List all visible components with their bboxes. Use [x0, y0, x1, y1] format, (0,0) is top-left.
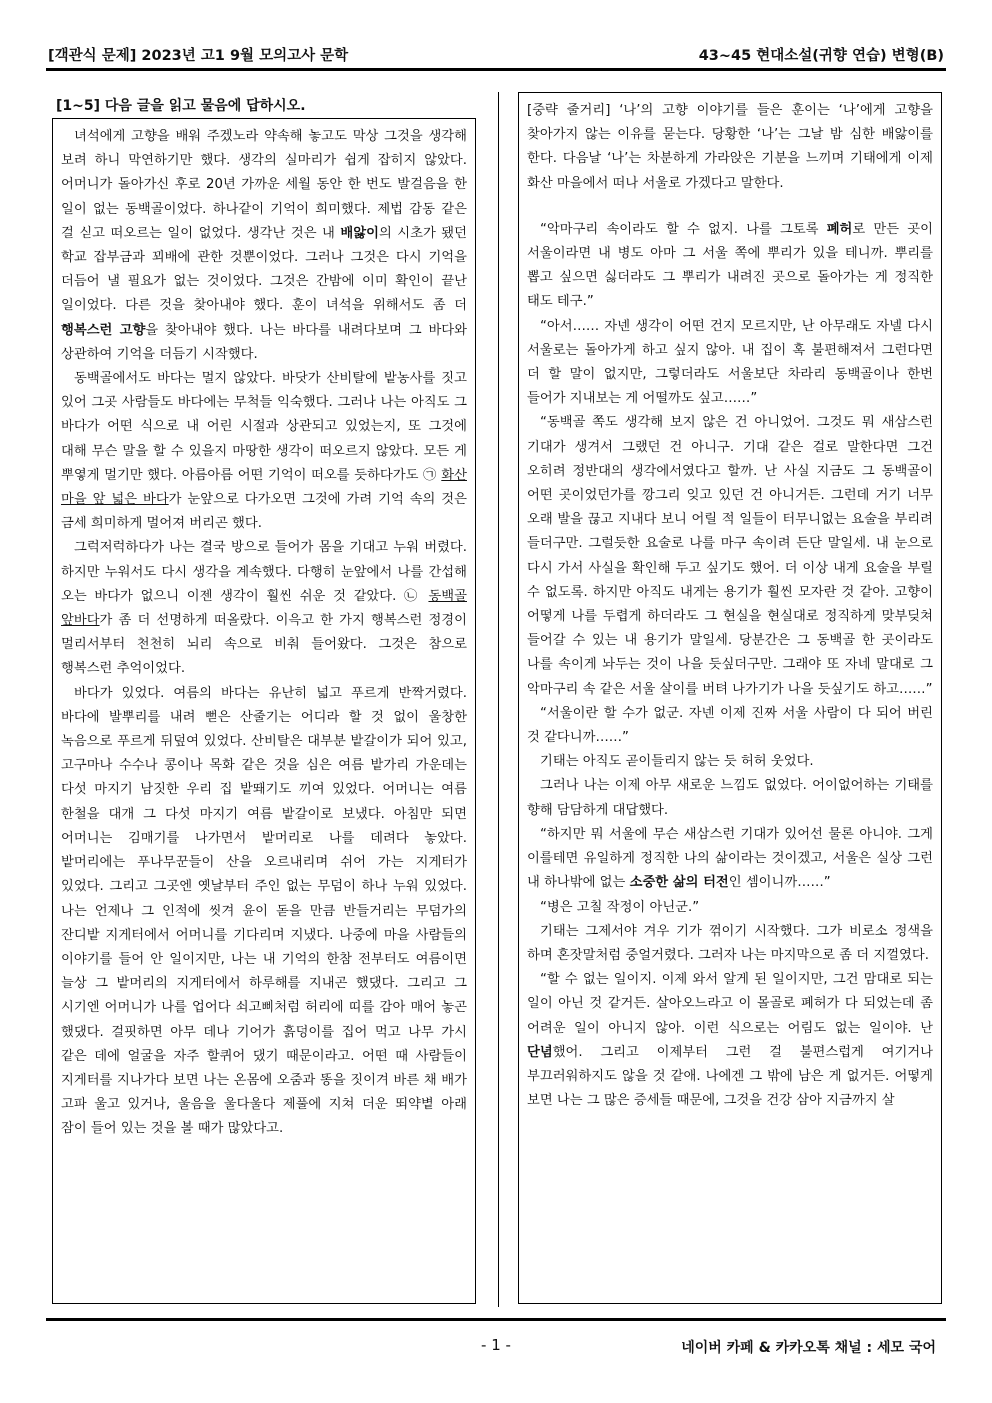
footer-rule	[46, 1318, 946, 1321]
paragraph: “아서…… 자넨 생각이 어떤 건지 모르지만, 난 아무래도 자넬 다시 서울로는 돌아가게 하고 싶지 않아. 내 집이 혹 불편해져서 그런다면 더 할 말이 없지만, 그렇더라도 서울보단 차라리 동백골이나 한번 들어가 지내보는 게 어떨까도 싶고……”	[527, 318, 933, 407]
bold-keyword: 배앓이	[340, 225, 379, 241]
circle-mark: ㉡	[404, 588, 429, 604]
paragraph: “병은 고칠 작정이 아닌군.”	[540, 899, 700, 915]
text-span: 의 시초가 됐던 학교 잡부금과 꾀배에 관한 것뿐이었다. 그러나 그것은 다시 기억을 더듬어 낼 필요가 없는 것이었다. 그것은 간밤에 이미 확인이 끝난 일이었다. 다른 것을 찾아내야 했다. 훈이 녀석을 위해서도 좀 더	[61, 225, 467, 314]
passage-box-right	[518, 92, 942, 1304]
text-span: 했어. 그리고 이제부터 그런 걸 불편스럽게 여기거나 부끄러워하지도 않을 것 같애. 나에겐 그 밖에 남은 게 없거든. 어떻게 보면 나는 그 많은 증세들 때문에, 그것을 건강 삼아 지금까지 살	[527, 1044, 933, 1109]
page-number: - 1 -	[481, 1336, 511, 1354]
text-span: 가 좀 더 선명하게 떠올랐다. 이윽고 한 가지 행복스런 정경이 멀리서부터 천천히 뇌리 속으로 비춰 들어왔다. 그것은 참으로 행복스런 추억이었다.	[61, 613, 467, 677]
text-span: 가 눈앞으로 다가오면 그것에 가려 기억 속의 것은 금세 희미하게 멀어져 버리곤 했다.	[61, 492, 467, 532]
bold-keyword: 단념	[527, 1044, 553, 1060]
question-instruction: [1~5] 다음 글을 읽고 물음에 답하시오.	[56, 98, 306, 114]
channel-credit: 네이버 카페 & 카카오톡 채널 : 세모 국어	[681, 1340, 936, 1356]
text-span: “하지만 뭐 서울에 무슨 새삼스런 기대가 있어선 물론 아니야. 그게 이를테면 유일하게 정직한 나의 삶이라는 것이겠고, 서울은 실상 그런 내 하나밖에 없는	[527, 826, 933, 891]
column-divider	[498, 92, 499, 1307]
text-span: “악마구리 속이라도 할 수 없지. 나를 그토록	[540, 221, 827, 237]
text-span: 을 찾아내야 했다. 나는 바다를 내려다보며 그 바다와 상관하여 기억을 더듬기 시작했다.	[61, 322, 467, 362]
circle-mark: ㉠	[423, 467, 442, 483]
header-subtitle: 43~45 현대소설(귀향 연습) 변형(B)	[698, 48, 944, 64]
text-span: “할 수 없는 일이지. 이제 와서 알게 된 일이지만, 그건 맘대로 되는 일이 아닌 것 같거든. 살아오느라고 이 몰골로 폐허가 다 되었는데 좀 어려운 일이 아니지 않아. 이런 식으로는 어림도 없는 일이야. 난	[527, 972, 933, 1036]
text-span: 동백골에서도 바다는 멀지 않았다. 바닷가 산비탈에 밭농사를 짓고 있어 그곳 사람들도 바다에는 무척들 익숙했다. 그러나 나는 아직도 그 바다가 어떤 식으로 내 어린 시절과 상관되고 있었는지, 또 그것에 대해 무슨 말을 할 수 있을지 마땅한 생각이 떠오르지 않았다. 모든 게 뿌옇게 멀기만 했다. 아름아름 어떤 기억이 떠오를 듯하다가도	[61, 371, 467, 483]
paragraph	[527, 968, 933, 1113]
paragraph: “서울이란 할 수가 없군. 자넨 이제 진짜 서울 사람이 다 되어 버린 것 같다니까……”	[527, 705, 933, 746]
paragraph: 기태는 그제서야 겨우 기가 꺾이기 시작했다. 그가 비로소 정색을 하며 혼잣말처럼 중얼거렸다. 그러자 나는 마지막으로 좀 더 지껄였다.	[527, 923, 933, 963]
bold-keyword: 행복스런 고향	[61, 322, 146, 338]
paragraph: 바다가 있었다. 여름의 바다는 유난히 넓고 푸르게 반짝거렸다. 바다에 발뿌리를 내려 뻗은 산줄기는 어디라 할 것 없이 울창한 녹음으로 푸르게 뒤덮여 있었다. 산비탈은 대부분 밭갈이가 되어 있고, 고구마나 수수나 콩이나 목화 같은 것을 심은 여름 밭가리 가운데는 다섯 마지기 남짓한 우리 집 밭뙈기도 끼여 있었다. 어머니는 여름 한철을 대개 그 다섯 마지기 여름 밭갈이로 보냈다. 아침만 되면 어머니는 김매기를 나가면서 밭머리로 나를 데려다 놓았다. 밭머리에는 푸나무꾼들이 산을 오르내리며 쉬어 가는 지게터가 있었다. 그리고 그곳엔 옛날부터 주인 없는 무덤이 하나 누워 있었다. 나는 언제나 그 인적에 씻겨 윤이 돋을 만큼 반들거리는 무덤가의 잔디밭 지게터에서 어머니를 기다리며 지냈다. 나중에 마을 사람들의 이야기를 들어 안 일이지만, 나는 내 기억의 한참 전부터도 여름이면 늘상 그 밭머리의 지게터에서 하루해를 지내곤 했댔다. 그리고 그 시기엔 어머니가 나를 업어다 쇠고삐처럼 허리에 띠를 감아 매어 놓곤 했댔다. 걸핏하면 아무 데나 기어가 흙덩이를 집어 먹고 나무 가시 같은 데에 얼굴을 자주 할퀴어 댔기 때문이라고. 어떤 때 사람들이 지게터를 지나가다 보면 나는 온몸에 오줌과 똥을 짓이겨 바른 채 배가 고파 울고 있거나, 울음을 울다울다 제풀에 지쳐 더운 뙤약볕 아래 잠이 들어 있는 것을 볼 때가 많았다고.	[61, 685, 467, 1137]
paragraph: 그러나 나는 이제 아무 새로운 느낌도 없었다. 어이없어하는 기태를 향해 담담하게 대답했다.	[527, 778, 933, 818]
bold-keyword: 소중한 삶의 터전	[629, 875, 729, 891]
underlined-phrase: 동백골 앞바다	[61, 588, 467, 629]
underlined-phrase: 화산 마을 앞 넓은 바다	[61, 467, 467, 508]
text-span: 로 만든 곳이 서울이라면 내 병도 아마 그 서울 쪽에 뿌리가 있을 테니까. 뿌리를 뽑고 싶으면 싫더라도 그 뿌리가 내려진 곳으로 돌아가는 게 정직한 태도 테구.”	[527, 221, 933, 310]
header-rule	[46, 68, 946, 71]
summary-paragraph: [중략 줄거리] ‘나’의 고향 이야기를 들은 훈이는 ‘나’에게 고향을 찾아가지 않는 이유를 묻는다. 당황한 ‘나’는 그날 밤 심한 배앓이를 한다. 다음날 ‘나’는 차분하게 가라앉은 기분을 느끼며 기태에게 이제 화산 마을에서 떠나 서울로 가겠다고 말한다.	[527, 103, 933, 191]
paragraph: 기태는 아직도 곧이들리지 않는 듯 허허 웃었다.	[540, 754, 814, 770]
paragraph	[61, 536, 467, 681]
paragraph: “동백골 쪽도 생각해 보지 않은 건 아니었어. 그것도 뭐 새삼스런 기대가 생겨서 그랬던 건 아니구. 기대 같은 걸로 말한다면 그건 오히려 정반대의 생각에서였다고 할까. 난 사실 지금도 그 동백골이 어떤 곳이었던가를 깡그리 잊고 있던 건 아니거든. 그런데 거기 너무 오래 발을 끊고 지내다 보니 어릴 적 일들이 터무니없는 요술을 부리려 들더구만. 그럴듯한 요술로 나를 마구 속이려 든단 말일세. 내 눈으로 다시 가서 사실을 확인해 두고 싶기도 했어. 더 이상 내게 요술을 부릴 수 없도록. 하지만 아직도 내게는 용기가 훨씬 모자란 것 같아. 고향이 어떻게 나를 두렵게 하더라도 그 현실을 현실대로 정직하게 맞부딪쳐 들어갈 수 있는 내 용기가 말일세. 당분간은 그 동백골 한 곳이라도 나를 속이게 놔두는 것이 나을 듯싶더구만. 그래야 또 자네 말대로 그 악마구리 속 같은 서울 살이를 버텨 나가기가 나을 듯싶기도 하고……”	[527, 415, 933, 697]
bold-keyword: 폐허	[826, 221, 853, 237]
paragraph	[527, 823, 933, 896]
paragraph	[61, 367, 467, 536]
text-span: 녀석에게 고향을 배워 주겠노라 약속해 놓고도 막상 그것을 생각해 보려 하니 막연하기만 했다. 생각의 실마리가 쉽게 잡히지 않았다. 어머니가 돌아가신 후로 20년 가까운 세월 동안 한 번도 발걸음을 한 일이 없는 동백골이었다. 하나같이 기억이 희미했다. 제법 감동 같은 걸 싣고 떠오르는 일이 없었다. 생각난 것은 내	[61, 129, 467, 241]
text-span: 그럭저럭하다가 나는 결국 방으로 들어가 몸을 기대고 누워 버렸다. 하지만 누워서도 다시 생각을 계속했다. 다행히 눈앞에서 나를 간섭해 오는 바다가 없으니 이젠 생각이 훨씬 쉬운 것 같았다.	[61, 540, 467, 604]
paragraph	[61, 125, 467, 367]
passage-box-left	[52, 118, 476, 1304]
header-title: [객관식 문제] 2023년 고1 9월 모의고사 문학	[48, 48, 349, 64]
paragraph	[527, 218, 933, 315]
text-span: 인 셈이니까……”	[728, 875, 831, 891]
